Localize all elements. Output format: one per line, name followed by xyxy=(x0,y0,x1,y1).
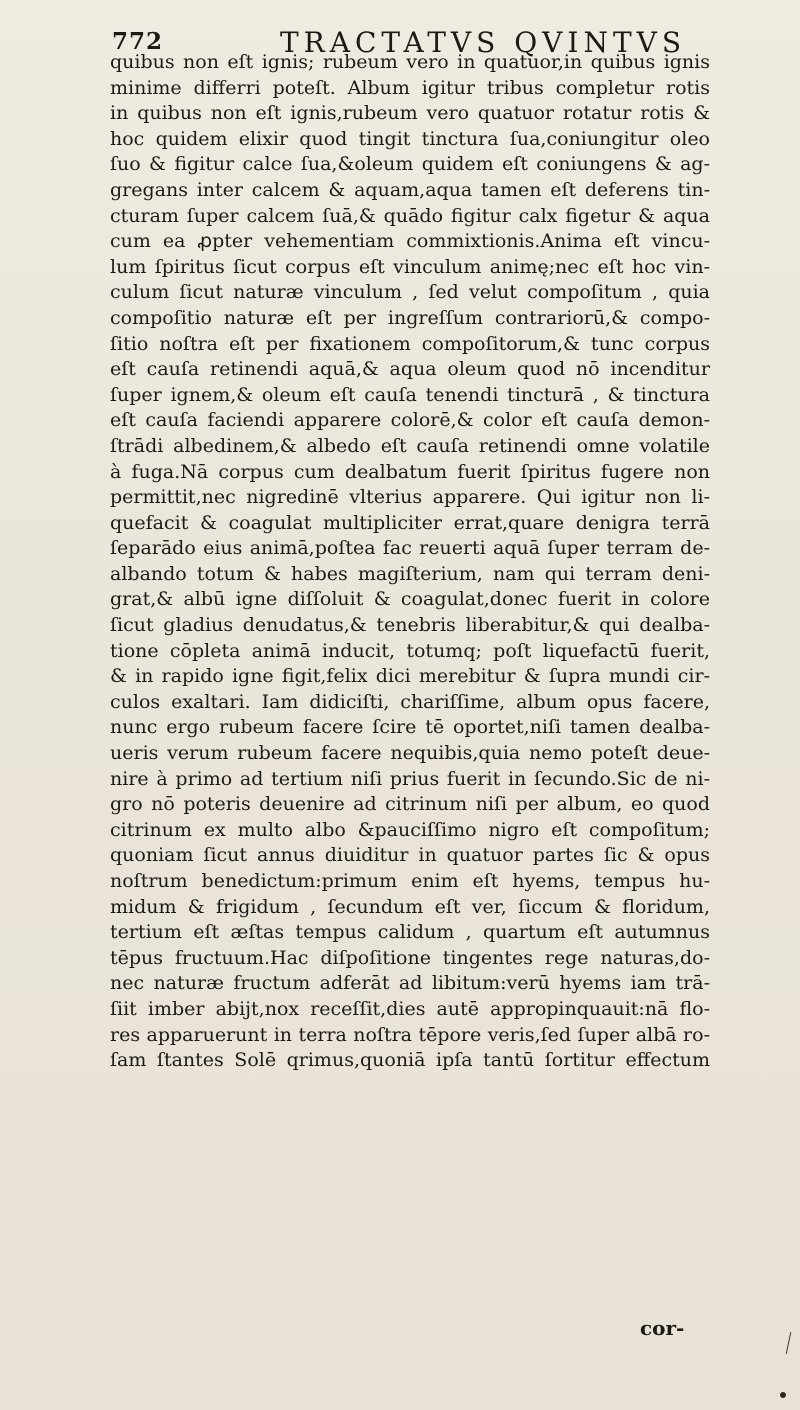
text-line: noſtrum benedictum:primum enim eſt hyems, tempus hu- xyxy=(110,870,710,892)
text-line: res apparuerunt in terra noſtra tēpore veris,ſed ſuper albā ro- xyxy=(110,1023,710,1046)
text-line: midum & frigidum , ſecundum eſt ver, ſiccum & floridum, xyxy=(110,895,710,918)
text-line: tēpus fructuum.Hac diſpoſitione tingentes rege naturas,do- xyxy=(110,946,710,969)
text-line: quibus non eſt ignis; rubeum vero in quatuor,in quibus ignis xyxy=(110,51,710,73)
text-line: ſicut gladius denudatus,& tenebris liberabitur,& qui dealba- xyxy=(110,614,710,637)
text-line: gregans inter calcem & aquam,aqua tamen eſt deferens tin- xyxy=(110,178,710,201)
text-line: cum ea ꝓpter vehementiam commixtionis.Anima eſt vincu- xyxy=(110,230,710,253)
text-line: eſt cauſa retinendi aquā,& aqua oleum quod nō incenditur xyxy=(110,358,710,381)
text-line: ſuper ignem,& oleum eſt cauſa tenendi tincturā , & tinctura xyxy=(110,383,710,406)
text-line: gro nō poteris deuenire ad citrinum niſi per album, eo quod xyxy=(110,793,710,816)
ink-speck xyxy=(780,1392,786,1398)
text-line: minime differri poteſt. Album igitur tribus completur rotis xyxy=(110,76,710,99)
text-line: à fuga.Nā corpus cum dealbatum fuerit ſpiritus fugere non xyxy=(110,460,710,483)
text-line: lum ſpiritus ſicut corpus eſt vinculum animę;nec eſt hoc vin- xyxy=(110,255,710,278)
text-line: eſt cauſa faciendi apparere colorē,& color eſt cauſa demon- xyxy=(110,409,710,432)
text-line: tertium eſt æſtas tempus calidum , quartum eſt autumnus xyxy=(110,921,710,944)
text-line: cturam ſuper calcem ſuā,& quādo figitur calx figetur & aqua xyxy=(110,204,710,227)
catchword: cor- xyxy=(640,1316,685,1340)
text-line: ſuo & figitur calce ſua,&oleum quidem eſt coniungens & ag- xyxy=(110,153,710,176)
text-line: ſam ſtantes Solē qrimus,quoniā ipſa tantū ſortitur effectum xyxy=(110,1049,710,1072)
text-line: ſeparādo eius animā,poſtea fac reuerti aquā ſuper terram de- xyxy=(110,537,710,560)
text-line: hoc quidem elixir quod tingit tinctura ſua,coniungitur oleo xyxy=(110,127,710,150)
text-line: citrinum ex multo albo &pauciſſimo nigro eſt compoſitum; xyxy=(110,818,710,841)
text-line: quefacit & coagulat multipliciter errat,quare denigra terrā xyxy=(110,511,710,534)
text-line: nire à primo ad tertium niſi prius fuerit in ſecundo.Sic de ni- xyxy=(110,767,710,790)
running-title: TRACTATVS QVINTVS xyxy=(280,26,687,59)
body-text xyxy=(110,50,710,1074)
text-line: & in rapido igne figit,felix dici merebitur & ſupra mundi cir- xyxy=(110,665,710,688)
text-line: ſtrādi albedinem,& albedo eſt cauſa retinendi omne volatile xyxy=(110,434,710,457)
text-line: in quibus non eſt ignis,rubeum vero quatuor rotatur rotis & xyxy=(110,102,710,125)
text-line: ſiit imber abijt,nox receſſit,dies autē appropinquauit:nā flo- xyxy=(110,997,710,1020)
text-line: culum ſicut naturæ vinculum , ſed velut compoſitum , quia xyxy=(110,281,710,304)
text-line: nunc ergo rubeum facere ſcire tē oportet,niſi tamen dealba- xyxy=(110,716,710,739)
margin-mark xyxy=(786,1332,792,1354)
text-line: compoſitio naturæ eſt per ingreſſum contrariorū,& compo- xyxy=(110,306,710,329)
text-line: grat,& albū igne diſſoluit & coagulat,donec fuerit in colore xyxy=(110,588,710,611)
text-line: nec naturæ fructum adferāt ad libitum:verū hyems iam trā- xyxy=(110,972,710,995)
text-line: albando totum & habes magiſterium, nam qui terram deni- xyxy=(110,562,710,585)
text-line: culos exaltari. Iam didiciſti, chariſſime, album opus facere, xyxy=(110,690,710,713)
text-line: tione cōpleta animā inducit, totumq; poſt liquefactū fuerit, xyxy=(110,639,710,662)
text-line: ueris verum rubeum facere nequibis,quia nemo poteſt deue- xyxy=(110,742,710,765)
text-line: permittit,nec nigredinē vlterius apparere. Qui igitur non li- xyxy=(110,486,710,509)
text-line: ſitio noſtra eſt per fixationem compoſitorum,& tunc corpus xyxy=(110,332,710,355)
text-line: quoniam ſicut annus diuiditur in quatuor partes ſic & opus xyxy=(110,844,710,867)
page-number: 772 xyxy=(112,28,164,55)
